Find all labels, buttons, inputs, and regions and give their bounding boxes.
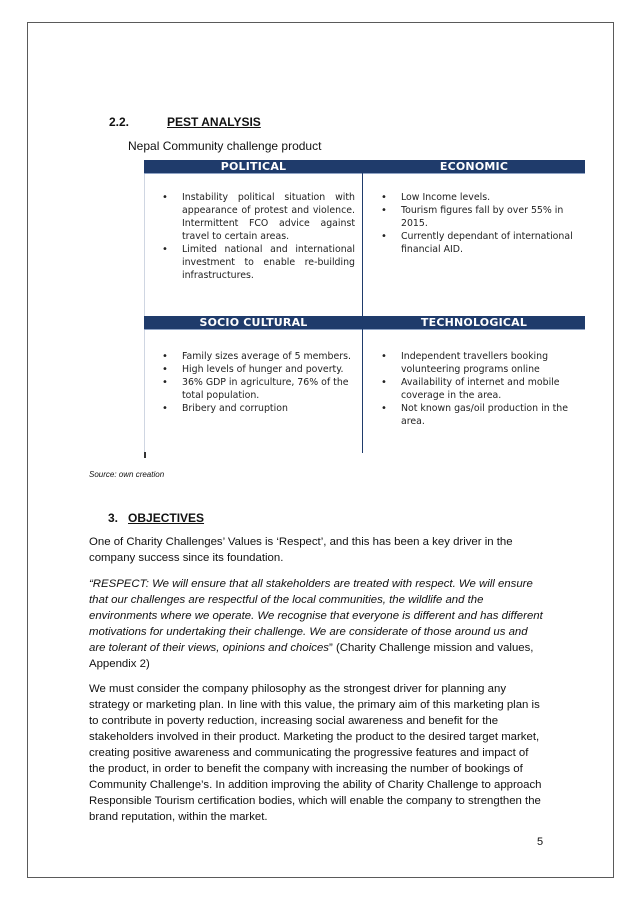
- list-item: • 36% GDP in agriculture, 76% of the total population.: [162, 377, 349, 401]
- quadrant-divider-vertical: [362, 160, 363, 453]
- section-title: OBJECTIVES: [128, 511, 205, 525]
- page-number: 5: [537, 836, 544, 848]
- list-item: • Independent travellers booking volunteering programs online: [381, 351, 549, 375]
- paragraph-respect-quote: [89, 576, 544, 672]
- section-heading-pest: [109, 115, 261, 129]
- section-heading-objectives: [108, 511, 204, 525]
- list-item: • Not known gas/oil production in the area.: [381, 403, 568, 427]
- respect-quote: “RESPECT: We will ensure that all stakeholders are treated with respect. We will ensure that our challenges are respectful of the local communities, the wildlife and the environments where we operate. We recognise that everyone is different and has different motivations for undertaking their challenge. We are considerate of those around us and are tolerant of their views, opinions and choices: [89, 578, 543, 654]
- pest-quadrant-political: [144, 160, 363, 309]
- list-item: • Instability political situation with appearance of protest and violence. Intermittent FCO advice against travel to certain areas.: [162, 192, 355, 242]
- pest-analysis-table: [144, 160, 585, 453]
- quadrant-header: TECHNOLOGICAL: [363, 316, 585, 330]
- quote-citation: ” (Charity Challenge mission and values, Appendix 2): [89, 642, 534, 670]
- paragraph-philosophy: We must consider the company philosophy as the strongest driver for planning any strategy or marketing plan. In line with this value, the primary aim of this marketing plan is to contribute in poverty reduction, increasing social awareness and benefit for the stakeholders involved in their product. Marketing the product to the desired target market, creating positive awareness and communicating the progressive features and impact of the product, in order to benefit the company with increasing the number of bookings of Community Challenge’s. In addition improving the ability of Charity Challenge to approach Responsible Tourism certification bodies, which will enable the company to strengthen the brand reputation, within the market.: [89, 683, 542, 823]
- bullet-list: [144, 350, 363, 415]
- paragraph-values: One of Charity Challenges’ Values is ‘Respect’, and this has been a key driver in the company success since its foundation.: [89, 536, 513, 564]
- quadrant-header: ECONOMIC: [363, 160, 585, 174]
- list-item: • Tourism figures fall by over 55% in 2015.: [381, 205, 564, 229]
- list-item: • Availability of internet and mobile coverage in the area.: [381, 377, 560, 401]
- bullet-list: [363, 350, 585, 428]
- table-edge-mark: [144, 452, 146, 458]
- list-item: • High levels of hunger and poverty.: [162, 364, 344, 375]
- section-number: 2.2.: [109, 115, 130, 129]
- pest-quadrant-socio-cultural: [144, 316, 363, 453]
- quadrant-header: SOCIO CULTURAL: [144, 316, 363, 330]
- figure-source: Source: own creation: [89, 470, 165, 479]
- section-title: PEST ANALYSIS: [167, 115, 261, 129]
- section-number: 3.: [108, 511, 119, 525]
- list-item: • Low Income levels.: [381, 192, 491, 203]
- quadrant-header: POLITICAL: [144, 160, 363, 174]
- pest-quadrant-technological: [363, 316, 585, 453]
- bullet-list: [144, 191, 363, 282]
- list-item: • Family sizes average of 5 members.: [162, 351, 351, 362]
- list-item: • Currently dependant of international financial AID.: [381, 231, 573, 255]
- bullet-list: [363, 191, 585, 256]
- pest-subtitle: Nepal Community challenge product: [128, 139, 322, 153]
- pest-quadrant-economic: [363, 160, 585, 309]
- list-item: • Bribery and corruption: [162, 403, 288, 414]
- list-item: • Limited national and international investment to enable re-building infrastructures.: [162, 244, 355, 281]
